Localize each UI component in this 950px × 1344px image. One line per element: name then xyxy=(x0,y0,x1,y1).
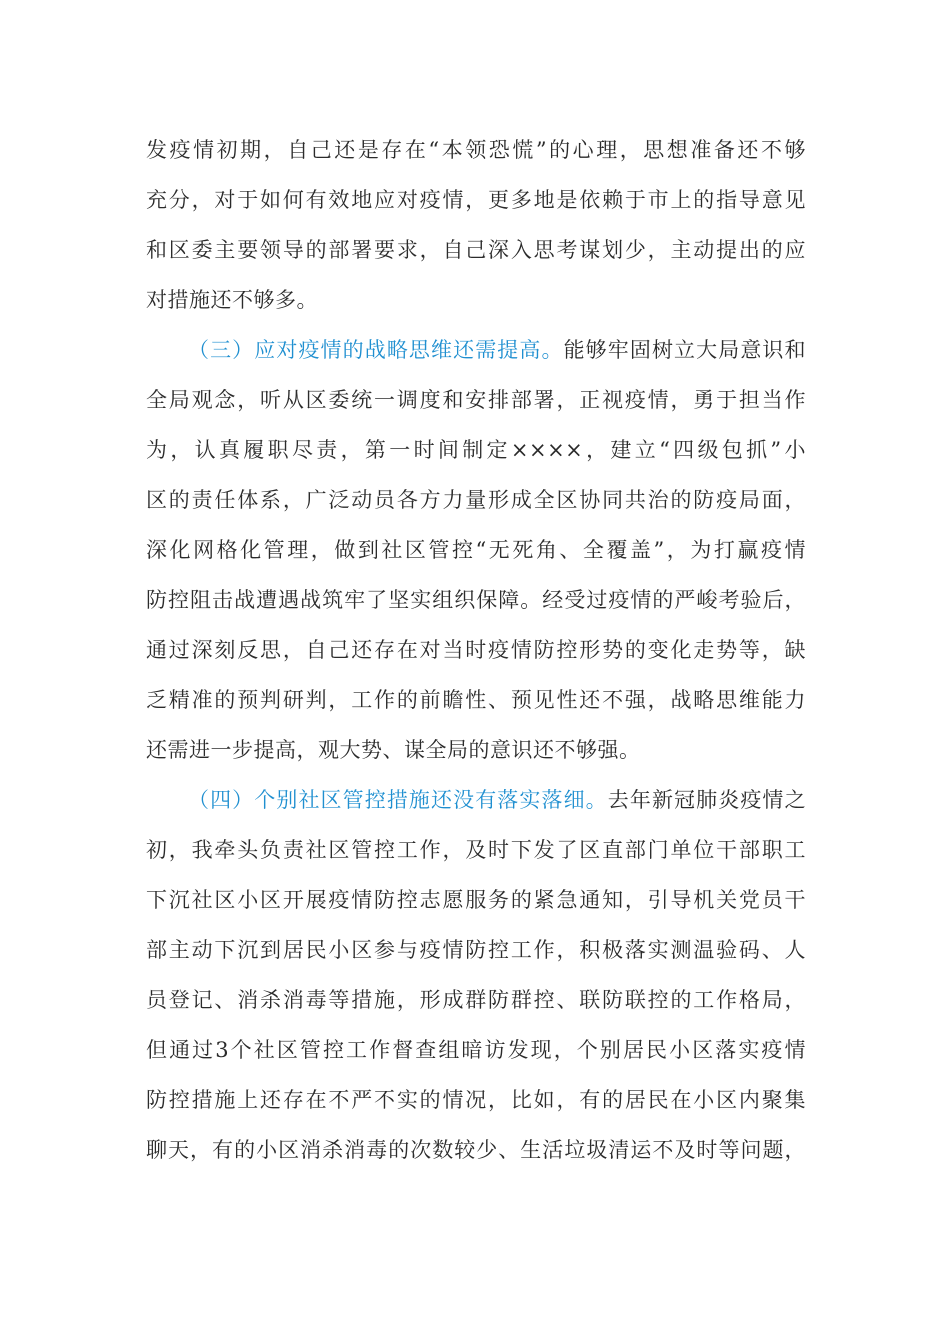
body-text-line: 区的责任体系，广泛动员各方力量形成全区协同共治的防疫局面， xyxy=(146,488,806,512)
body-text-line: 对措施还不够多。 xyxy=(146,288,318,312)
body-text-line: 深化网格化管理，做到社区管控“无死角、全覆盖”，为打赢疫情 xyxy=(146,538,806,562)
body-text-line: 和区委主要领导的部署要求，自己深入思考谋划少，主动提出的应 xyxy=(146,238,806,262)
body-text-line: 下沉社区小区开展疫情防控志愿服务的紧急通知，引导机关党员干 xyxy=(146,888,806,912)
body-text-line: 为，认真履职尽责，第一时间制定××××，建立“四级包抓”小 xyxy=(146,438,806,462)
body-text-line: 发疫情初期，自己还是存在“本领恐慌”的心理，思想准备还不够 xyxy=(146,138,806,162)
body-text: 去年新冠肺炎疫情之 xyxy=(607,788,807,812)
paragraph-first-line xyxy=(188,330,806,370)
body-text-line: 员登记、消杀消毒等措施，形成群防群控、联防联控的工作格局， xyxy=(146,988,806,1012)
body-text-line: 充分，对于如何有效地应对疫情，更多地是依赖于市上的指导意见 xyxy=(146,188,806,212)
paragraph-first-line xyxy=(188,780,806,820)
body-text-line: 通过深刻反思，自己还存在对当时疫情防控形势的变化走势等，缺 xyxy=(146,638,806,662)
body-text-line: 聊天，有的小区消杀消毒的次数较少、生活垃圾清运不及时等问题， xyxy=(146,1138,806,1162)
body-text-line: 还需进一步提高，观大势、谋全局的意识还不够强。 xyxy=(146,738,641,762)
body-text-line: 防控阻击战遭遇战筑牢了坚实组织保障。经受过疫情的严峻考验后， xyxy=(146,588,806,612)
section-heading-4: （四）个别社区管控措施还没有落实落细。 xyxy=(188,788,608,812)
body-text-line: 全局观念，听从区委统一调度和安排部署，正视疫情，勇于担当作 xyxy=(146,388,806,412)
body-text: 能够牢固树立大局意识和 xyxy=(563,338,807,362)
body-text-line: 但通过3个社区管控工作督查组暗访发现，个别居民小区落实疫情 xyxy=(146,1038,806,1062)
body-text-line: 乏精准的预判研判，工作的前瞻性、预见性还不强，战略思维能力 xyxy=(146,688,806,712)
body-text-line: 部主动下沉到居民小区参与疫情防控工作，积极落实测温验码、人 xyxy=(146,938,806,962)
section-heading-3: （三）应对疫情的战略思维还需提高。 xyxy=(188,338,564,362)
body-text-line: 初，我牵头负责社区管控工作，及时下发了区直部门单位干部职工 xyxy=(146,838,806,862)
body-text-line: 防控措施上还存在不严不实的情况，比如，有的居民在小区内聚集 xyxy=(146,1088,806,1112)
